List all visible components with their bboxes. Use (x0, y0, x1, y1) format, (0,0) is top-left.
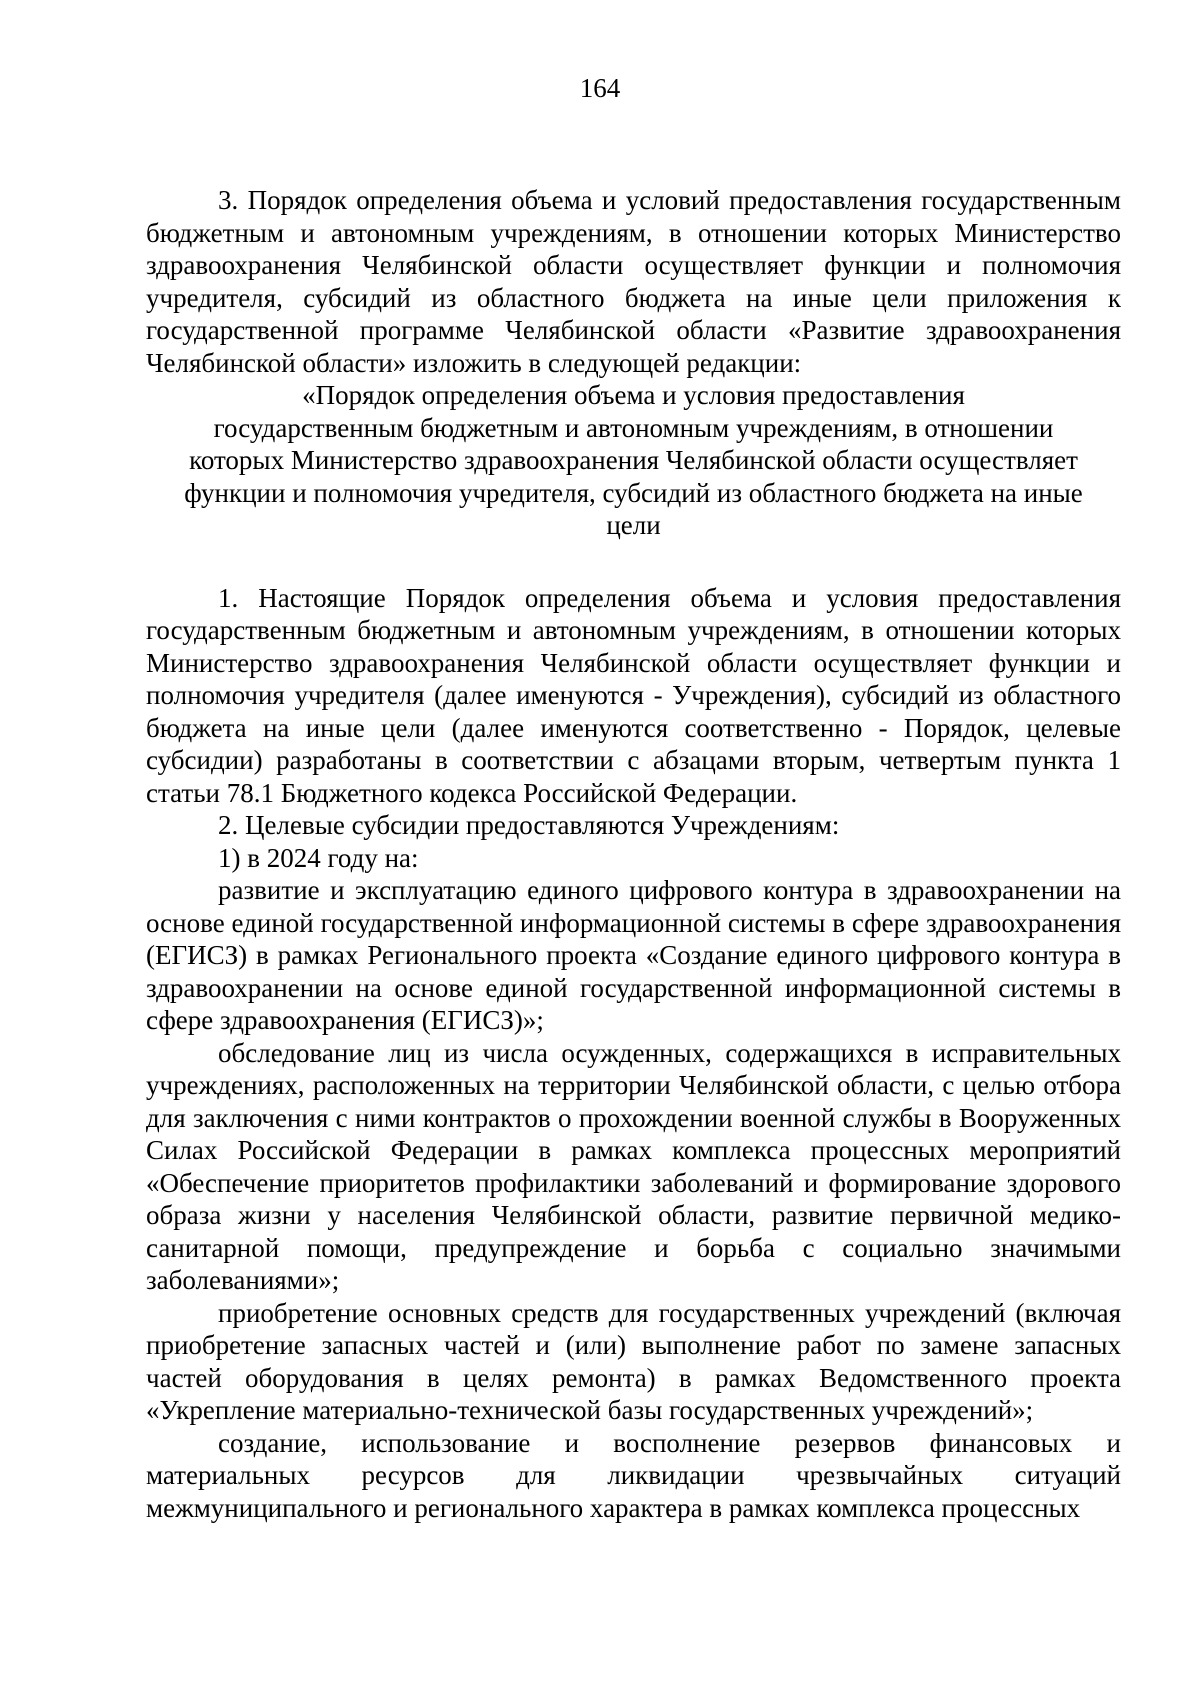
paragraph-2024-header: 1) в 2024 году на: (218, 842, 419, 873)
paragraph-1-purpose: 1. Настоящие Порядок определения объема и условия предоставления государственным бюджетным и автономным учреждениям, в отношении которых Министерство здравоохранения Челябинской области осуществляет функции и полномочия учредителя (далее именуются - Учреждения), субсидий из областного бюджета на иные цели (далее именуются соответственно - Порядок, целевые субсидии) разработаны в соответствии с абзацами вторым, четвертым пункта 1 статьи 78.1 Бюджетного кодекса Российской Федерации. (146, 582, 1121, 808)
intro-paragraph: 3. Порядок определения объема и условий предоставления государственным бюджетным и автономным учреждениям, в отношении которых Министерство здравоохранения Челябинской области осуществляет функции и полномочия учредителя, субсидий из областного бюджета на иные цели приложения к государственной программе Челябинской области «Развитие здравоохранения Челябинской области» изложить в следующей редакции: (146, 185, 1121, 378)
paragraph-fixed-assets: приобретение основных средств для государственных учреждений (включая приобретение запасных частей и (или) выполнение работ по замене запасных частей оборудования в целях ремонта) в рамках Ведомственного проекта «Укрепление материально-технической базы государственных учреждений»; (146, 1297, 1121, 1425)
order-title-line: «Порядок определения объема и условия предоставления (302, 380, 965, 410)
paragraph-2-subsidies: 2. Целевые субсидии предоставляются Учреждениям: (218, 810, 840, 840)
order-title-line: функции и полномочия учредителя, субсидий из областного бюджета на иные (184, 477, 1083, 508)
order-title (146, 379, 1121, 542)
section-spacer (146, 542, 1121, 582)
paragraph-reserves: создание, использование и восполнение резервов финансовых и материальных ресурсов для ликвидации чрезвычайных ситуаций межмуниципального и регионального характера в рамках комплекса процессных (146, 1427, 1121, 1523)
order-title-line: государственным бюджетным и автономным учреждениям, в отношении (213, 412, 1054, 443)
page-number: 164 (579, 73, 621, 103)
paragraph-egisz: развитие и эксплуатацию единого цифрового контура в здравоохранении на основе единой государственной информационной системы в сфере здравоохранения (ЕГИСЗ) в рамках Регионального проекта «Создание единого цифрового контура в здравоохранении на основе единой государственной информационной системы в сфере здравоохранения (ЕГИСЗ)»; (146, 875, 1121, 1035)
order-title-line: цели (606, 510, 661, 540)
paragraph-examination: обследование лиц из числа осужденных, содержащихся в исправительных учреждениях, расположенных на территории Челябинской области, с целью отбора для заключения с ними контрактов о прохождении военной службы в Вооруженных Силах Российской Федерации в рамках комплекса процессных мероприятий «Обеспечение приоритетов профилактики заболеваний и формирование здорового образа жизни у населения Челябинской области, развитие первичной медико-санитарной помощи, предупреждение и борьба с социально значимыми заболеваниями»; (146, 1037, 1121, 1295)
document-body (146, 184, 1121, 1524)
order-title-line: которых Министерство здравоохранения Челябинской области осуществляет (189, 445, 1078, 475)
